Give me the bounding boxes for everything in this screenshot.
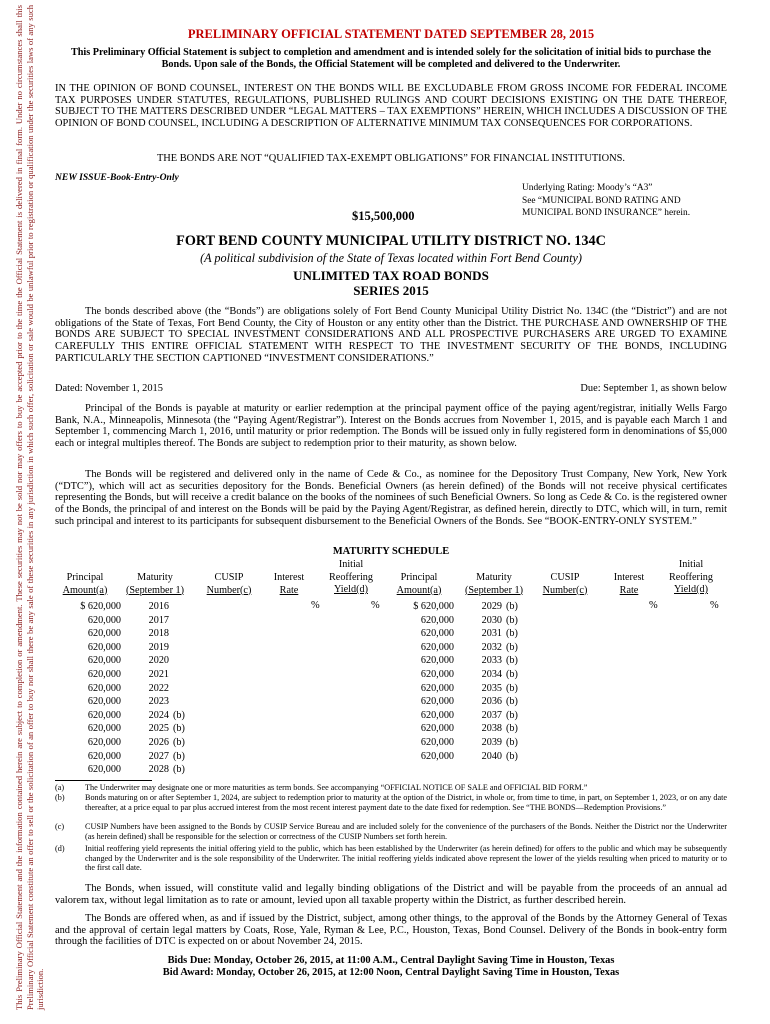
header-text: Number(c) [542,584,588,596]
maturity-row [59,600,203,614]
maturity-year: 2024 [148,709,169,721]
issue-amount: $15,500,000 [352,209,415,223]
header-text: Principal [66,572,104,583]
redemption-note: (b) [506,723,518,735]
header-interest [265,572,313,597]
interest-pct: % [649,600,658,611]
header-text: Number(c) [206,584,252,596]
maturity-year: 2038 [481,723,502,735]
redemption-note: (b) [506,641,518,653]
header-text: Principal [400,572,438,583]
redemption-note [169,668,203,682]
footnote-text: The Underwriter may designate one or more maturities as term bonds. See accompanying “OFFICIAL NOTICE OF SALE and OFFICIAL BID FORM.” [85,783,588,792]
principal-amount: 620,000 [420,682,454,694]
maturity-year: 2032 [481,641,502,653]
footnote-divider [55,780,152,781]
not-qualified-notice: THE BONDS ARE NOT “QUALIFIED TAX-EXEMPT OBLIGATIONS” FOR FINANCIAL INSTITUTIONS. [156,153,626,164]
principal-amount: 620,000 [420,709,454,721]
header-text: Interest [613,572,645,583]
header-text: Yield(d) [674,584,708,595]
principal-amount: 620,000 [87,696,121,708]
principal-amount: 620,000 [420,750,454,762]
principal-amount: 620,000 [87,682,121,694]
maturity-row [392,722,536,736]
principal-amount: 620,000 [87,628,121,640]
redemption-note: (b) [506,709,518,721]
maturity-year: 2037 [481,709,502,721]
footnote-text: CUSIP Numbers have been assigned to the Bonds by CUSIP Service Bureau and are included solely for the convenience of the purchasers of the Bonds. Neither the District nor the Underwriter (as herein defined) shall be responsible for the selection or correctness of the CUSIP Numbers set forth herein. [85,822,727,841]
registration-paragraph: The Bonds will be registered and delivered only in the name of Cede & Co., as nominee for the Depository Trust Company, New York, New York (“DTC”), which will act as securities depository for the Bonds. Beneficial Owners (as herein defined) of the Bonds will not receive physical certificates representing the Bonds, but will receive a credit balance on the books of the nominees of such Beneficial Owners. So long as Cede & Co. is the registered owner of the Bonds, the principal of and interest on the Bonds will be paid by the Paying Agent/Registrar, as defined herein, directly to DTC, which will, in turn, remit such principal and interest to its participants for subsequent disbursement to the Beneficial Owners of the Bonds. See “BOOK-ENTRY-ONLY SYSTEM.” [55,469,727,527]
header-text: Reoffering [329,571,373,583]
new-issue-label: NEW ISSUE-Book-Entry-Only [55,172,179,183]
principal-amount: 620,000 [420,736,454,748]
maturity-row [392,695,536,709]
principal-amount: 620,000 [420,668,454,680]
maturity-year: 2026 [148,736,169,748]
footnote-label: (d) [55,844,65,853]
maturity-year: 2030 [481,614,502,626]
maturity-year: 2016 [148,601,169,612]
maturity-row [392,668,536,682]
obligation-paragraph: The Bonds, when issued, will constitute valid and legally binding obligations of the District and will be payable from the proceeds of an annual ad valorem tax, without legal limitation as to rate or amount, levied upon all taxable property within the District, as further described herein. [55,883,727,906]
maturity-row [392,682,536,696]
principal-amount: $ 620,000 [413,601,454,612]
maturity-row [59,668,203,682]
payment-paragraph: Principal of the Bonds is payable at maturity or earlier redemption at the principal payment office of the paying agent/registrar, initially Wells Fargo Bank, N.A., Minneapolis, Minnesota (the “Paying Agent/Registrar”). Interest on the Bonds accrues from November 1, 2015, and is payable each March 1 and September 1, commencing March 1, 2016, until maturity or prior redemption. The Bonds will be issued only in fully registered form in denominations of $5,000 each or integral multiples thereof. The Bonds are subject to redemption prior to their maturity, as shown below. [55,403,727,450]
maturity-year: 2039 [481,736,502,748]
redemption-note: (b) [173,736,185,748]
political-subdivision: (A political subdivision of the State of Texas located within Fort Bend County) [200,251,582,265]
redemption-note [169,641,203,655]
maturity-year: 2023 [148,696,169,708]
principal-amount: 620,000 [420,696,454,708]
tax-opinion: IN THE OPINION OF BOND COUNSEL, INTEREST ON THE BONDS WILL BE EXCLUDABLE FROM GROSS INCOME FOR FEDERAL INCOME TAX PURPOSES UNDER STATUTES, REGULATIONS, PUBLISHED RULINGS AND COURT DECISIONS EXISTING ON THE DATE THEREOF, SUBJECT TO THE MATTERS DESCRIBED UNDER “LEGAL MATTERS – TAX EXEMPTIONS” HEREIN, WHICH INCLUDES A DISCUSSION OF THE OPINION OF BOND COUNSEL, INCLUDING A DESCRIPTION OF ALTERNATIVE MINIMUM TAX CONSEQUENCES FOR CORPORATIONS. [55,83,727,130]
maturity-year: 2033 [481,655,502,667]
maturity-year: 2018 [148,628,169,640]
maturity-year: 2020 [148,655,169,667]
header-text: Amount(a) [62,584,108,596]
redemption-note [169,695,203,709]
maturity-row [59,709,203,723]
principal-amount: 620,000 [87,723,121,735]
footnote [55,844,727,873]
bids-due: Bids Due: Monday, October 26, 2015, at 11:00 A.M., Central Daylight Saving Time in Houston, Texas [167,955,615,966]
redemption-note [169,682,203,696]
header-text: Initial [678,559,704,570]
offering-paragraph: The Bonds are offered when, as and if issued by the District, subject, among other things, to the approval of the Bonds by the Attorney General of Texas and the approval of certain legal matters by Coats, Rose, Yale, Ryman & Lee, P.C., Houston, Texas, Bond Counsel. Delivery of the Bonds in book-entry form through the facilities of DTC is expected on or about November 24, 2015. [55,913,727,948]
footnote-label: (c) [55,822,65,831]
header-text: (September 1) [126,584,184,596]
maturity-row [392,600,536,614]
redemption-note [169,614,203,628]
principal-amount: 620,000 [87,668,121,680]
maturity-year: 2017 [148,614,169,626]
principal-amount: $ 620,000 [80,601,121,612]
maturity-row [59,750,203,764]
maturity-year: 2034 [481,668,502,680]
maturity-year: 2019 [148,641,169,653]
due-date: Due: September 1, as shown below [580,383,727,394]
header-text: Initial [338,559,364,570]
principal-amount: 620,000 [420,723,454,735]
header-text: Amount(a) [396,584,442,596]
redemption-note: (b) [506,696,518,708]
header-principal [389,572,449,597]
dated-date: Dated: November 1, 2015 [55,383,163,394]
principal-amount: 620,000 [87,614,121,626]
interest-pct: % [311,600,320,611]
footnote [55,793,727,812]
maturity-row [392,736,536,750]
maturity-schedule-title: MATURITY SCHEDULE [332,546,450,557]
maturity-year: 2021 [148,668,169,680]
principal-amount: 620,000 [87,709,121,721]
header-text: Rate [279,584,299,596]
bonds-series: SERIES 2015 [353,283,429,298]
district-name: FORT BEND COUNTY MUNICIPAL UTILITY DISTRICT NO. 134C [176,233,606,249]
maturity-year: 2040 [481,750,502,762]
maturity-row [59,722,203,736]
redemption-note: (b) [506,655,518,667]
maturity-year: 2028 [148,764,169,776]
maturity-row [392,709,536,723]
header-principal [55,572,115,597]
header-interest [605,572,653,597]
maturity-table-right [392,600,536,763]
bonds-title-line: UNLIMITED TAX ROAD BONDS [293,268,489,283]
redemption-note: (b) [506,614,518,626]
header-yield [659,559,723,597]
header-text: CUSIP [214,572,244,583]
maturity-row [59,682,203,696]
header-yield [321,559,381,597]
maturity-row [59,736,203,750]
redemption-note: (b) [173,764,185,776]
maturity-row [59,695,203,709]
principal-amount: 620,000 [87,764,121,776]
principal-amount: 620,000 [420,655,454,667]
maturity-year: 2027 [148,750,169,762]
maturity-row [392,627,536,641]
sidebar-legend [0,0,55,1024]
maturity-year: 2031 [481,628,502,640]
maturity-year: 2029 [481,601,502,612]
footnote [55,783,727,793]
redemption-note [169,654,203,668]
maturity-row [59,654,203,668]
principal-amount: 620,000 [420,641,454,653]
principal-amount: 620,000 [420,614,454,626]
header-text: Rate [619,584,639,596]
header-text: (September 1) [465,584,523,596]
redemption-note: (b) [173,750,185,762]
maturity-year: 2025 [148,723,169,735]
footnote-text: Bonds maturing on or after September 1, 2024, are subject to redemption prior to maturity at the option of the District, in whole or, from time to time, in part, on September 1, 2023, or on any date thereafter, at a price equal to par plus accrued interest from the most recent interest payment date to the date fixed for redemption. See “THE BONDS—Redemption Provisions.” [85,793,727,812]
principal-amount: 620,000 [87,641,121,653]
maturity-year: 2035 [481,682,502,694]
maturity-year: 2036 [481,696,502,708]
redemption-note: (b) [173,723,185,735]
footnote-label: (b) [55,793,65,802]
redemption-note [169,627,203,641]
maturity-year: 2022 [148,682,169,694]
redemption-note: (b) [506,736,518,748]
document-page [55,0,727,1024]
footnote [55,822,727,841]
header-text: Interest [273,572,305,583]
document-subtitle: This Preliminary Official Statement is subject to completion and amendment and is intended solely for the solicitation of initial bids to purchase the Bonds. Upon sale of the Bonds, the Official Statement will be completed and delivered to the Underwriter. [70,47,712,70]
maturity-row [392,641,536,655]
yield-pct: % [710,600,719,611]
header-text: Maturity [476,572,512,583]
redemption-note [169,600,203,614]
maturity-row [59,614,203,628]
bonds-title [55,268,727,298]
redemption-note: (b) [506,668,518,680]
header-text: Maturity [137,572,173,583]
header-text: Reoffering [669,571,713,583]
rating-line: See “MUNICIPAL BOND RATING AND [522,195,681,206]
rating-box [522,182,727,220]
header-cusip [199,572,259,597]
footnote-label: (a) [55,783,65,792]
bid-award: Bid Award: Monday, October 26, 2015, at 12:00 Noon, Central Daylight Saving Time in Houston, Texas [162,967,620,978]
maturity-table-left [59,600,203,777]
principal-amount: 620,000 [420,628,454,640]
redemption-note: (b) [506,682,518,694]
principal-amount: 620,000 [87,750,121,762]
maturity-row [392,750,536,764]
header-text: Yield(d) [334,584,368,595]
rating-line: Underlying Rating: Moody’s “A3” [522,183,653,193]
sidebar-legend-text: This Preliminary Official Statement and the information contained herein are subject to completion or amendment. These securities may not be sold nor may offers to buy be accepted prior to the time the Official Statement is delivered in final form. Under no circumstances shall this Preliminary Official Statement constitute an offer to sell or the solicitation of an offer to buy nor shall there be any sale of these securities in any jurisdiction in which such offer, solicitation or sale would be unlawful prior to registration or qualification under the securities laws of any such jurisdiction. [14,5,46,1010]
header-text: CUSIP [550,572,580,583]
maturity-row [59,763,203,777]
rating-line: MUNICIPAL BOND INSURANCE” herein. [522,208,691,219]
intro-paragraph: The bonds described above (the “Bonds”) are obligations solely of Fort Bend County Municipal Utility District No. 134C (the “District”) and are not obligations of the State of Texas, Fort Bend County, the City of Houston or any entity other than the District. THE PURCHASE AND OWNERSHIP OF THE BONDS ARE SUBJECT TO SPECIAL INVESTMENT CONSIDERATIONS AND ALL PROSPECTIVE PURCHASERS ARE URGED TO EXAMINE CAREFULLY THIS ENTIRE OFFICIAL STATEMENT WITH RESPECT TO THE INVESTMENT SECURITY OF THE BONDS, INCLUDING PARTICULARLY THE SECTION CAPTIONED “INVESTMENT CONSIDERATIONS.” [55,306,727,364]
header-maturity [458,572,530,597]
principal-amount: 620,000 [87,655,121,667]
document-title: PRELIMINARY OFFICIAL STATEMENT DATED SEPTEMBER 28, 2015 [187,27,595,41]
header-maturity [119,572,191,597]
header-cusip [535,572,595,597]
redemption-note: (b) [173,709,185,721]
redemption-note: (b) [506,628,518,640]
principal-amount: 620,000 [87,736,121,748]
yield-pct: % [371,600,380,611]
maturity-row [392,614,536,628]
maturity-row [59,641,203,655]
maturity-row [392,654,536,668]
redemption-note: (b) [506,601,518,612]
maturity-row [59,627,203,641]
redemption-note: (b) [506,750,518,762]
footnote-text: Initial reoffering yield represents the initial offering yield to the public, which has been established by the Underwriter (as herein defined) for offers to the public and which may be subsequently changed by the Underwriter and is the sole responsibility of the Underwriter. The initial reoffering yields indicated above represent the lower of the yields resulting when priced to maturity or to the first call date. [85,844,727,873]
